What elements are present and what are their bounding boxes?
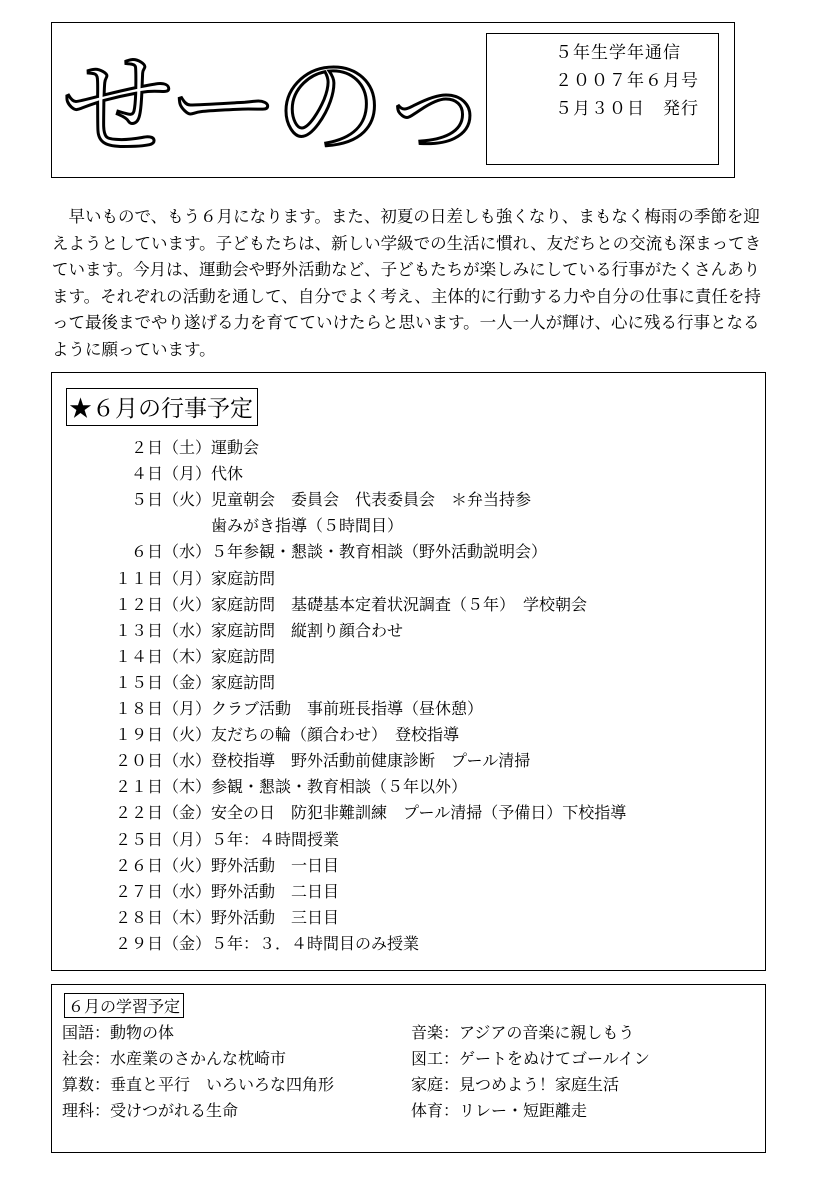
event-text: 野外活動 二日目	[211, 881, 340, 901]
event-text: 運動会	[211, 438, 260, 457]
events-box	[51, 372, 766, 971]
event-date: ２８日（木）	[114, 907, 211, 927]
events-title: ★６月の行事予定	[66, 388, 258, 426]
newsletter-title	[60, 33, 490, 168]
issue-month-line: ２００７年６月号	[555, 71, 699, 91]
study-item-art: 図工：ゲートをぬけてゴールイン	[411, 1049, 650, 1068]
event-text: ５年：３．４時間目のみ授業	[211, 933, 420, 953]
study-item-social: 社会：水産業のさかんな枕崎市	[62, 1049, 287, 1068]
event-text: 家庭訪問	[211, 672, 276, 692]
event-date: ２９日（金）	[114, 933, 211, 953]
event-row	[52, 435, 752, 457]
event-row	[52, 879, 752, 901]
intro-section	[52, 204, 764, 363]
event-text: 家庭訪問	[211, 646, 276, 666]
event-text: 家庭訪問	[211, 568, 276, 588]
study-box	[51, 984, 766, 1153]
event-row	[52, 644, 752, 666]
event-text: 代休	[211, 464, 244, 484]
event-row	[52, 566, 752, 588]
event-date: ２０日（水）	[114, 751, 211, 771]
event-row	[52, 853, 752, 875]
study-item-japanese: 国語：動物の体	[62, 1023, 175, 1042]
event-date: １８日（月）	[114, 699, 211, 718]
event-text: ５年参観・懇談・教育相談（野外活動説明会）	[211, 542, 548, 562]
newsletter-title-text: せーのっ	[62, 42, 485, 168]
event-text: 児童朝会 委員会 代表委員会 ＊弁当持参	[211, 490, 532, 510]
event-row	[52, 800, 752, 822]
event-row	[52, 931, 752, 953]
title-box	[51, 22, 735, 178]
event-date: ６日（水）	[130, 542, 211, 562]
event-text: 野外活動 一日目	[211, 855, 340, 875]
event-row	[52, 539, 752, 561]
event-row	[52, 513, 752, 535]
event-text: 登校指導 野外活動前健康診断 プール清掃	[211, 751, 531, 771]
study-item-math: 算数：垂直と平行 いろいろな四角形	[62, 1075, 335, 1094]
event-text: 野外活動 三日目	[211, 907, 340, 927]
event-row	[52, 905, 752, 927]
event-row	[52, 696, 752, 718]
event-row	[52, 592, 752, 614]
event-row	[52, 722, 752, 744]
event-row	[52, 670, 752, 692]
event-date: ２１日（木）	[114, 777, 211, 797]
event-text: 参観・懇談・教育相談（５年以外）	[211, 777, 468, 797]
event-date: ２５日（月）	[114, 829, 211, 849]
study-item-pe: 体育：リレー・短距離走	[411, 1101, 588, 1120]
event-row	[52, 461, 752, 483]
event-row	[52, 827, 752, 849]
event-date: ２日（土）	[130, 438, 211, 457]
event-date: ５日（火）	[130, 490, 211, 510]
intro-paragraph: 早いもので、もう６月になります。また、初夏の日差しも強くなり、まもなく梅雨の季節を迎えようとしています。子どもたちは、新しい学級での生活に慣れ、友だちとの交流も深まってきています。今月は、運動会や野外活動など、子どもたちが楽しみにしている行事がたくさんあります。それぞれの活動を通して、自分でよく考え、主体的に行動する力や自分の仕事に責任を持って最後までやり遂げる力を育てていけたらと思います。一人一人が輝け、心に残る行事となるように願っています。	[52, 207, 762, 359]
event-row	[52, 774, 752, 796]
event-date: ２２日（金）	[114, 803, 211, 823]
event-date: ４日（月）	[130, 464, 211, 484]
event-date: １５日（金）	[114, 672, 211, 692]
study-title: ６月の学習予定	[64, 993, 184, 1018]
event-date: １４日（木）	[114, 646, 211, 666]
event-text: 歯みがき指導（５時間目）	[211, 516, 404, 536]
event-date: ２６日（火）	[114, 855, 211, 875]
study-item-science: 理科：受けつがれる生命	[62, 1101, 239, 1120]
event-date: ２７日（水）	[114, 881, 211, 901]
event-text: クラブ活動 事前班長指導（昼休憩）	[211, 699, 484, 718]
event-text: 家庭訪問 基礎基本定着状況調査（５年） 学校朝会	[211, 594, 588, 614]
event-row	[52, 487, 752, 509]
event-text: 友だちの輪（顔合わせ） 登校指導	[211, 725, 460, 745]
study-item-music: 音楽：アジアの音楽に親しもう	[411, 1023, 635, 1042]
event-date: １３日（水）	[114, 620, 211, 640]
issue-grade-line: ５年生学年通信	[555, 43, 681, 63]
event-date: １９日（火）	[114, 725, 211, 745]
event-row	[52, 618, 752, 640]
issue-date-line: ５月３０日 発行	[555, 99, 699, 119]
event-row	[52, 748, 752, 770]
event-text: 家庭訪問 縦割り顔合わせ	[211, 620, 404, 640]
study-item-home: 家庭：見つめよう！家庭生活	[411, 1075, 620, 1094]
event-text: ５年：４時間授業	[211, 829, 340, 849]
issue-info-box	[486, 33, 719, 165]
event-text: 安全の日 防犯非難訓練 プール清掃（予備日）下校指導	[211, 803, 627, 823]
event-date: １２日（火）	[114, 594, 211, 614]
event-date: １１日（月）	[114, 568, 211, 588]
